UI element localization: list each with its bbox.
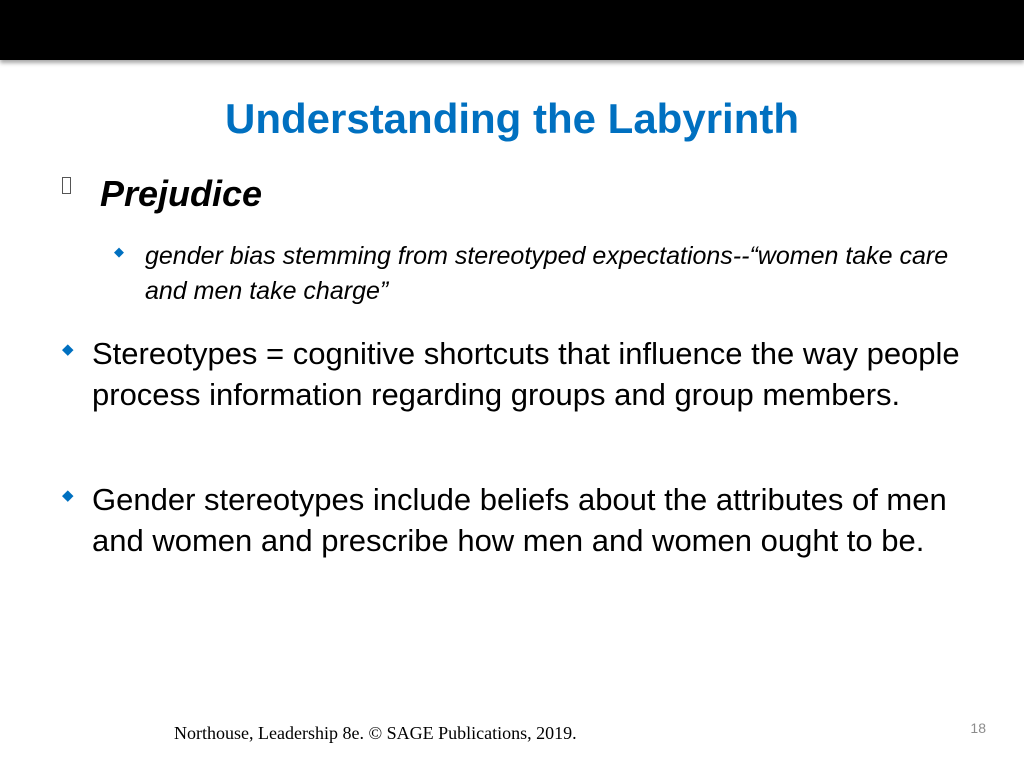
- top-bar: [0, 0, 1024, 60]
- footer-citation: Northouse, Leadership 8e. © SAGE Publications, 2019.: [174, 723, 577, 743]
- bullet-text-stereotypes: Stereotypes = cognitive shortcuts that influence the way people process information regarding groups and group members.: [92, 336, 960, 412]
- diamond-bullet-icon: ◆: [114, 244, 124, 259]
- slide-title: Understanding the Labyrinth: [224, 95, 799, 142]
- page-number: 18: [970, 720, 986, 736]
- bullet-text-gender-stereotypes: Gender stereotypes include beliefs about the attributes of men and women and prescribe how men and women ought to be.: [92, 482, 947, 558]
- heading-prejudice: Prejudice: [100, 173, 263, 214]
- sub-bullet-text: gender bias stemming from stereotyped expectations--“women take care and men take charge”: [145, 242, 949, 305]
- missing-glyph-icon: [62, 177, 71, 194]
- diamond-bullet-icon: ◆: [62, 341, 74, 358]
- diamond-bullet-icon: ◆: [62, 487, 74, 504]
